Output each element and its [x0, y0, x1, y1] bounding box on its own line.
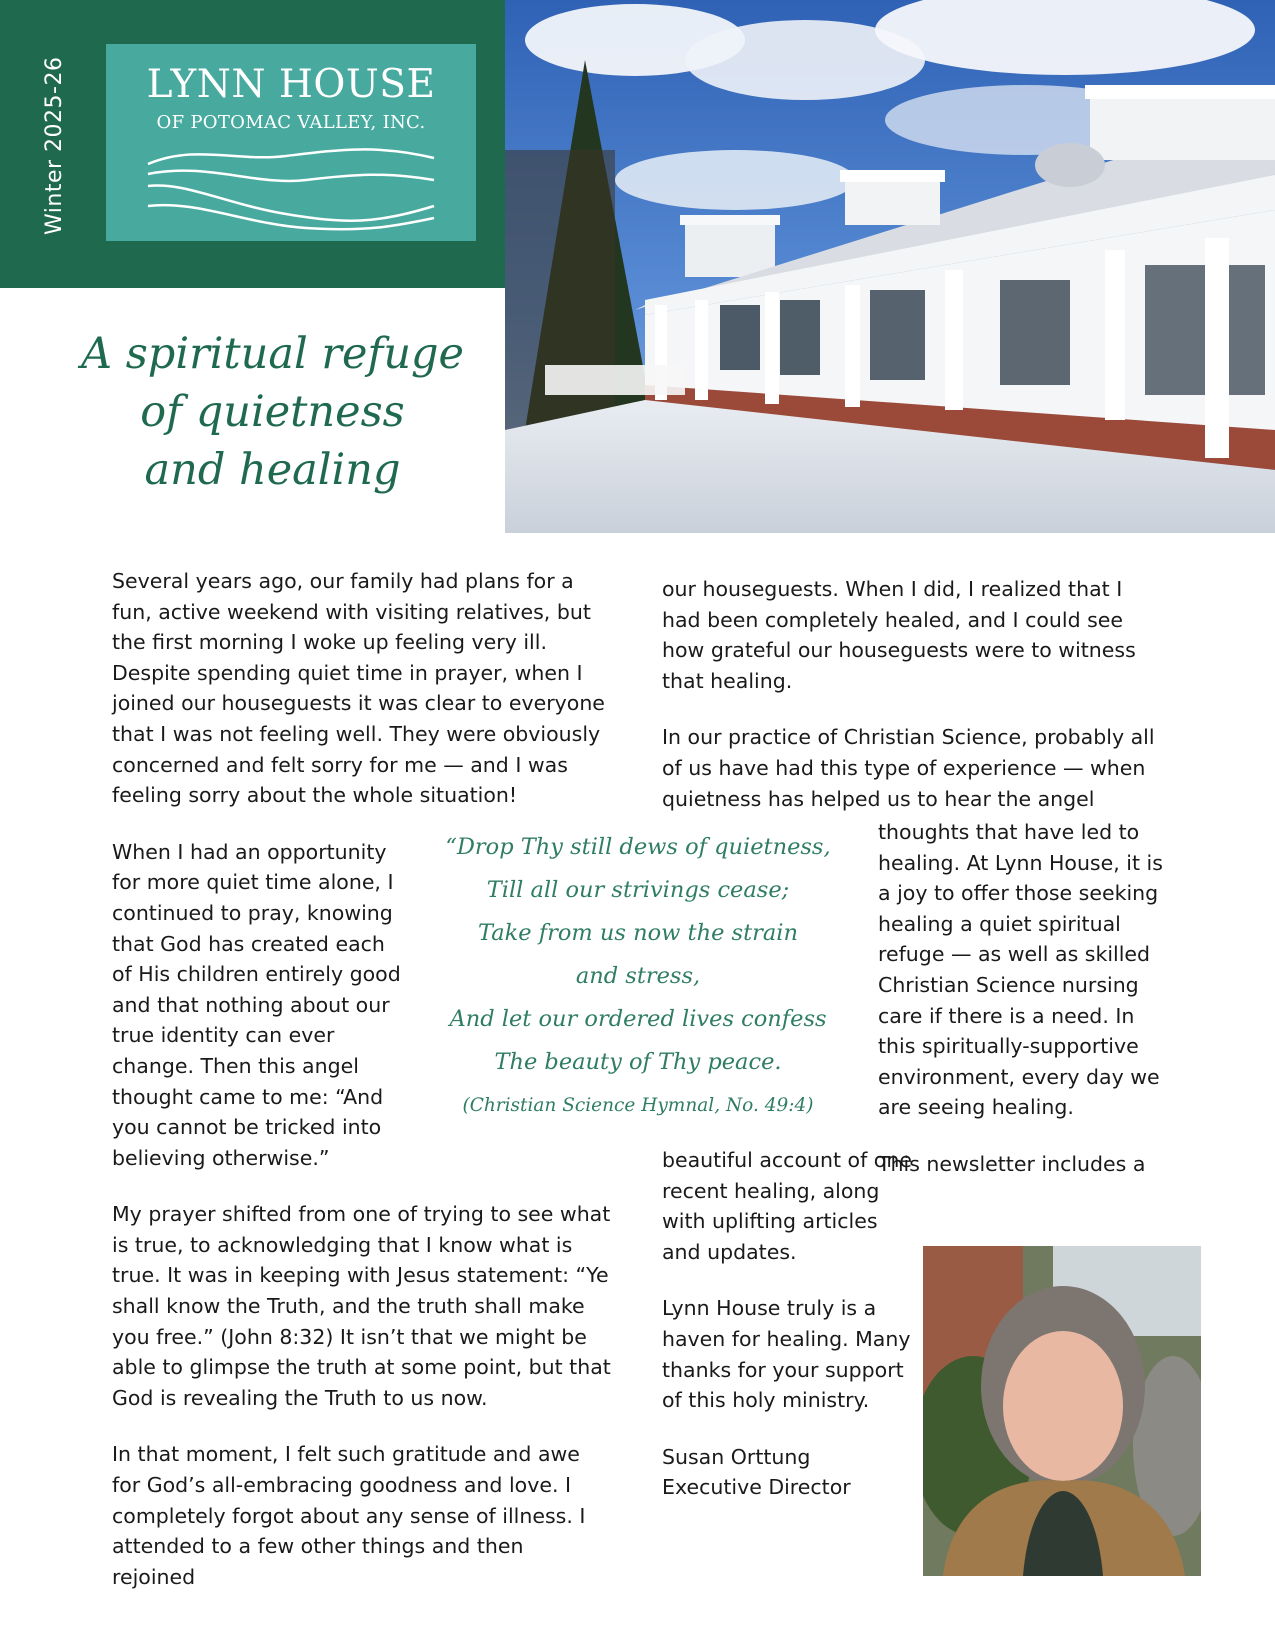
- paragraph: In that moment, I felt such gratitude and awe for God’s all-embracing goodness and love. I completely forgot about any sense of illness. I attended to a few other things and then rejoined: [112, 1442, 586, 1589]
- quote-line: And let our ordered lives confess: [449, 1006, 827, 1032]
- hymn-quote: [418, 826, 858, 1127]
- org-logo: [106, 44, 476, 241]
- paragraph: thoughts that have led to healing. At Lynn House, it is a joy to offer those seeking healing a quiet spiritual refuge — as well as skilled Christian Science nursing care if there is a need. In this spiritually-supportive environment, every day we are seeing healing.: [878, 820, 1163, 1120]
- quote-line: and stress,: [575, 963, 701, 989]
- quote-line: Take from us now the strain: [478, 920, 798, 946]
- quote-line: Till all our strivings cease;: [486, 877, 790, 903]
- signature-title: Executive Director: [662, 1475, 851, 1500]
- headline-line: of quietness: [140, 387, 405, 437]
- paragraph: My prayer shifted from one of trying to see what is true, to acknowledging that I know what is true. It was in keeping with Jesus statement: “Ye shall know the Truth, and the truth shall make you free.” (John 8:32) It isn’t that we might be able to glimpse the truth at some point, but that God is revealing the Truth to us now.: [112, 1202, 611, 1410]
- headline-line: and healing: [144, 445, 401, 495]
- right-column-mid: [878, 817, 1168, 1180]
- paragraph: Lynn House truly is a haven for healing. Many thanks for your support of this holy ministry.: [662, 1296, 911, 1413]
- headline-line: A spiritual refuge: [81, 329, 464, 379]
- org-name: LYNN HOUSE: [146, 62, 436, 107]
- paragraph: our houseguests. When I did, I realized that I had been completely healed, and I could see how grateful our houseguests were to witness that healing.: [662, 577, 1136, 693]
- paragraph: Several years ago, our family had plans for a fun, active weekend with visiting relatives, but the first morning I woke up feeling very ill. Despite spending quiet time in prayer, when I joined our houseguests it was clear to everyone that I was not feeling well. They were obviously concerned and felt sorry for me — and I was feeling sorry about the whole situation!: [112, 569, 605, 808]
- headline: [60, 325, 485, 499]
- quote-line: “Drop Thy still dews of quietness,: [445, 834, 831, 860]
- waves-icon: [146, 144, 436, 234]
- quote-line: The beauty of Thy peace.: [494, 1049, 782, 1075]
- paragraph: In our practice of Christian Science, probably all of us have had this type of experience — when quietness has helped us to hear the angel: [662, 725, 1155, 811]
- issue-label: Winter 2025-26: [42, 56, 67, 235]
- building-photo: [505, 0, 1275, 533]
- paragraph: When I had an opportunity for more quiet time alone, I continued to pray, knowing that God has created each of His children entirely good and that nothing about our true identity can ever change. Then this angel thought came to me: “And you cannot be tricked into believing otherwise.”: [112, 839, 401, 1170]
- quote-citation: (Christian Science Hymnal, No. 49:4): [462, 1095, 814, 1116]
- director-portrait: [923, 1246, 1201, 1576]
- paragraph: beautiful account of one recent healing, along with uplifting articles and updates.: [662, 1148, 912, 1264]
- right-column-top: [662, 574, 1162, 840]
- org-subtitle: OF POTOMAC VALLEY, INC.: [156, 112, 426, 133]
- paragraph-start: This newsletter includes a: [878, 1151, 1146, 1176]
- signature-name: Susan Orttung: [662, 1444, 811, 1469]
